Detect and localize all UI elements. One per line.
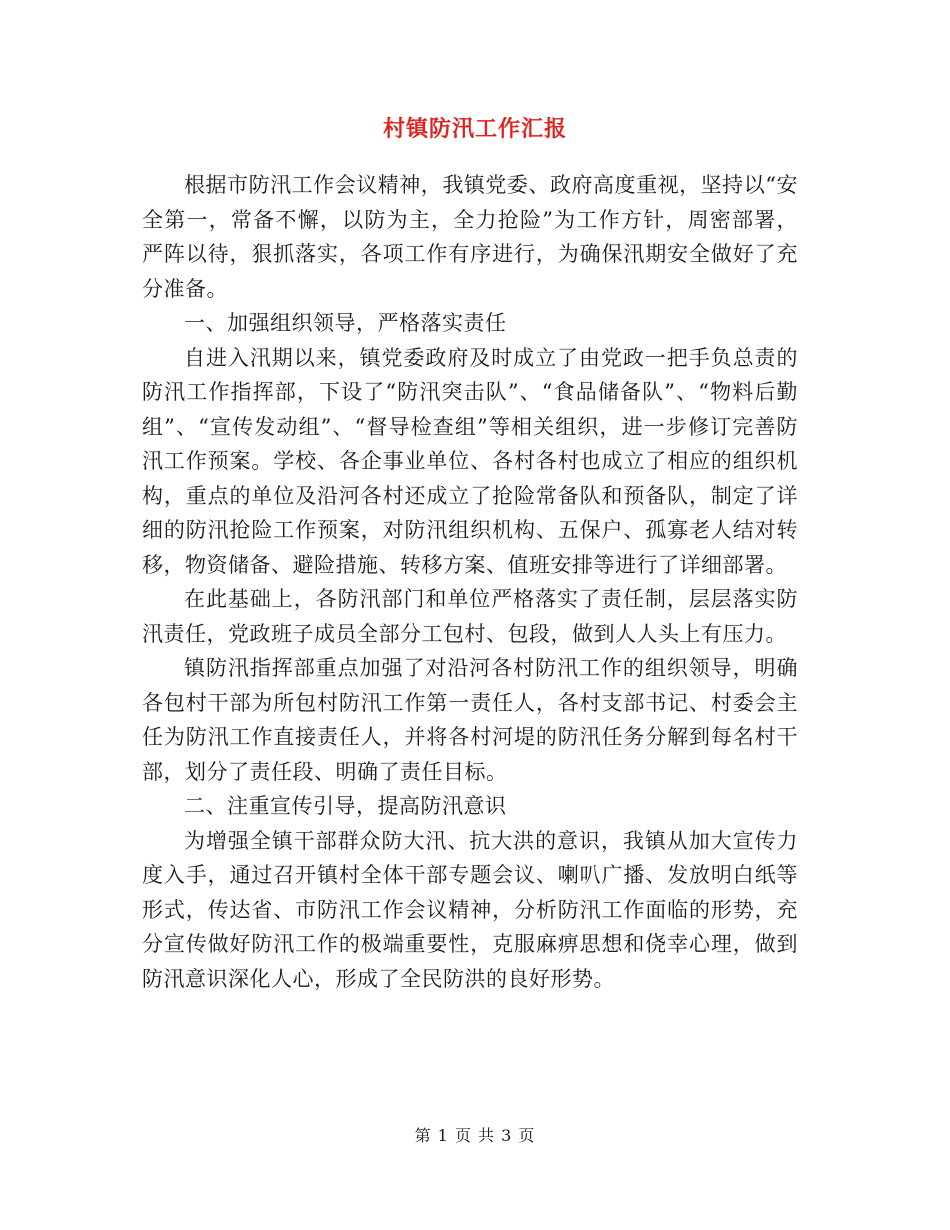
section-heading-2: 二、注重宣传引导，提高防汛意识 xyxy=(184,794,507,818)
footer-middle: 页 共 xyxy=(454,1126,496,1145)
footer-current-page: 1 xyxy=(437,1126,449,1145)
footer-total-pages: 3 xyxy=(501,1126,513,1145)
page-footer xyxy=(0,1124,950,1148)
paragraph-responsibility: 在此基础上，各防汛部门和单位严格落实了责任制，层层落实防汛责任，党政班子成员全部分工包村、包段，做到人人头上有压力。 xyxy=(142,587,798,646)
document-body xyxy=(142,168,798,996)
section-heading-1: 一、加强组织领导，严格落实责任 xyxy=(184,311,507,335)
footer-prefix: 第 xyxy=(414,1126,432,1145)
footer-suffix: 页 xyxy=(518,1126,536,1145)
document-title: 村镇防汛工作汇报 xyxy=(382,116,567,142)
paragraph-organization: 自进入汛期以来，镇党委政府及时成立了由党政一把手负总责的防汛工作指挥部，下设了“防汛突击队”、“食品储备队”、“物料后勤组”、“宣传发动组”、“督导检查组”等相关组织，进一步修订完善防汛工作预案。学校、各企事业单位、各村各村也成立了相应的组织机构，重点的单位及沿河各村还成立了抢险常备队和预备队，制定了详细的防汛抢险工作预案，对防汛组织机构、五保户、孤寡老人结对转移，物资储备、避险措施、转移方案、值班安排等进行了详细部署。 xyxy=(142,345,798,577)
paragraph-intro: 根据市防汛工作会议精神，我镇党委、政府高度重视，坚持以“安全第一，常备不懈，以防为主，全力抢险”为工作方针，周密部署，严阵以待，狠抓落实，各项工作有序进行，为确保汛期安全做好了充分准备。 xyxy=(142,173,798,301)
paragraph-command: 镇防汛指挥部重点加强了对沿河各村防汛工作的组织领导，明确各包村干部为所包村防汛工作第一责任人，各村支部书记、村委会主任为防汛工作直接责任人，并将各村河堤的防汛任务分解到每名村干部，划分了责任段、明确了责任目标。 xyxy=(142,656,798,784)
paragraph-publicity: 为增强全镇干部群众防大汛、抗大洪的意识，我镇从加大宣传力度入手，通过召开镇村全体干部专题会议、喇叭广播、发放明白纸等形式，传达省、市防汛工作会议精神，分析防汛工作面临的形势，充分宣传做好防汛工作的极端重要性，克服麻痹思想和侥幸心理，做到防汛意识深化人心，形成了全民防洪的良好形势。 xyxy=(142,828,798,991)
